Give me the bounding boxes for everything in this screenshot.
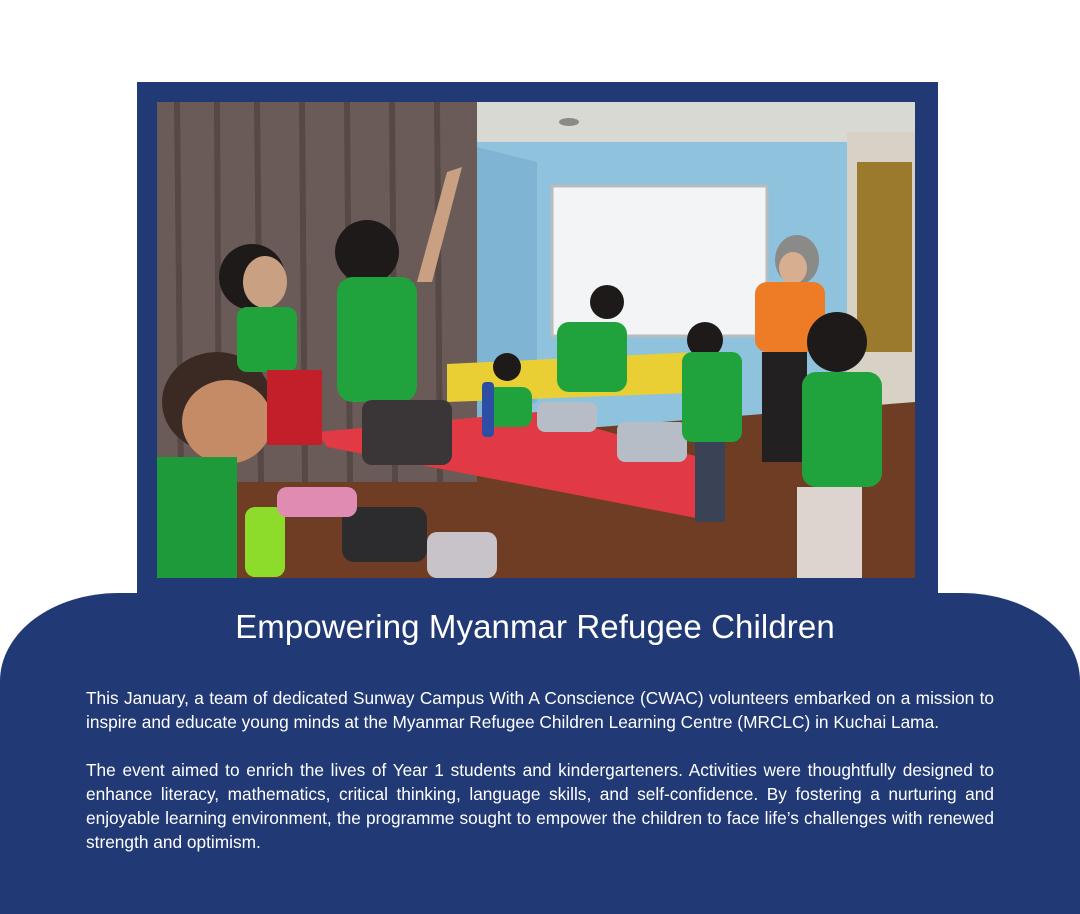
- classroom-photo-illustration: [157, 102, 915, 578]
- classroom-photo: [157, 102, 915, 578]
- article-title: Empowering Myanmar Refugee Children: [235, 608, 835, 645]
- article-body: [86, 686, 994, 878]
- photo-frame: [137, 82, 938, 612]
- article-paragraph: The event aimed to enrich the lives of Year 1 students and kindergarteners. Activities were thoughtfully designed to enhance literacy, mathematics, critical thinking, language skills, and self-confidence. By fostering a nurturing and enjoyable learning environment, the programme sought to empower the children to face life’s challenges with renewed strength and optimism.: [86, 760, 994, 852]
- article-paragraph: This January, a team of dedicated Sunway Campus With A Conscience (CWAC) volunteers embarked on a mission to inspire and educate young minds at the Myanmar Refugee Children Learning Centre (MRCLC) in Kuchai Lama.: [86, 688, 994, 732]
